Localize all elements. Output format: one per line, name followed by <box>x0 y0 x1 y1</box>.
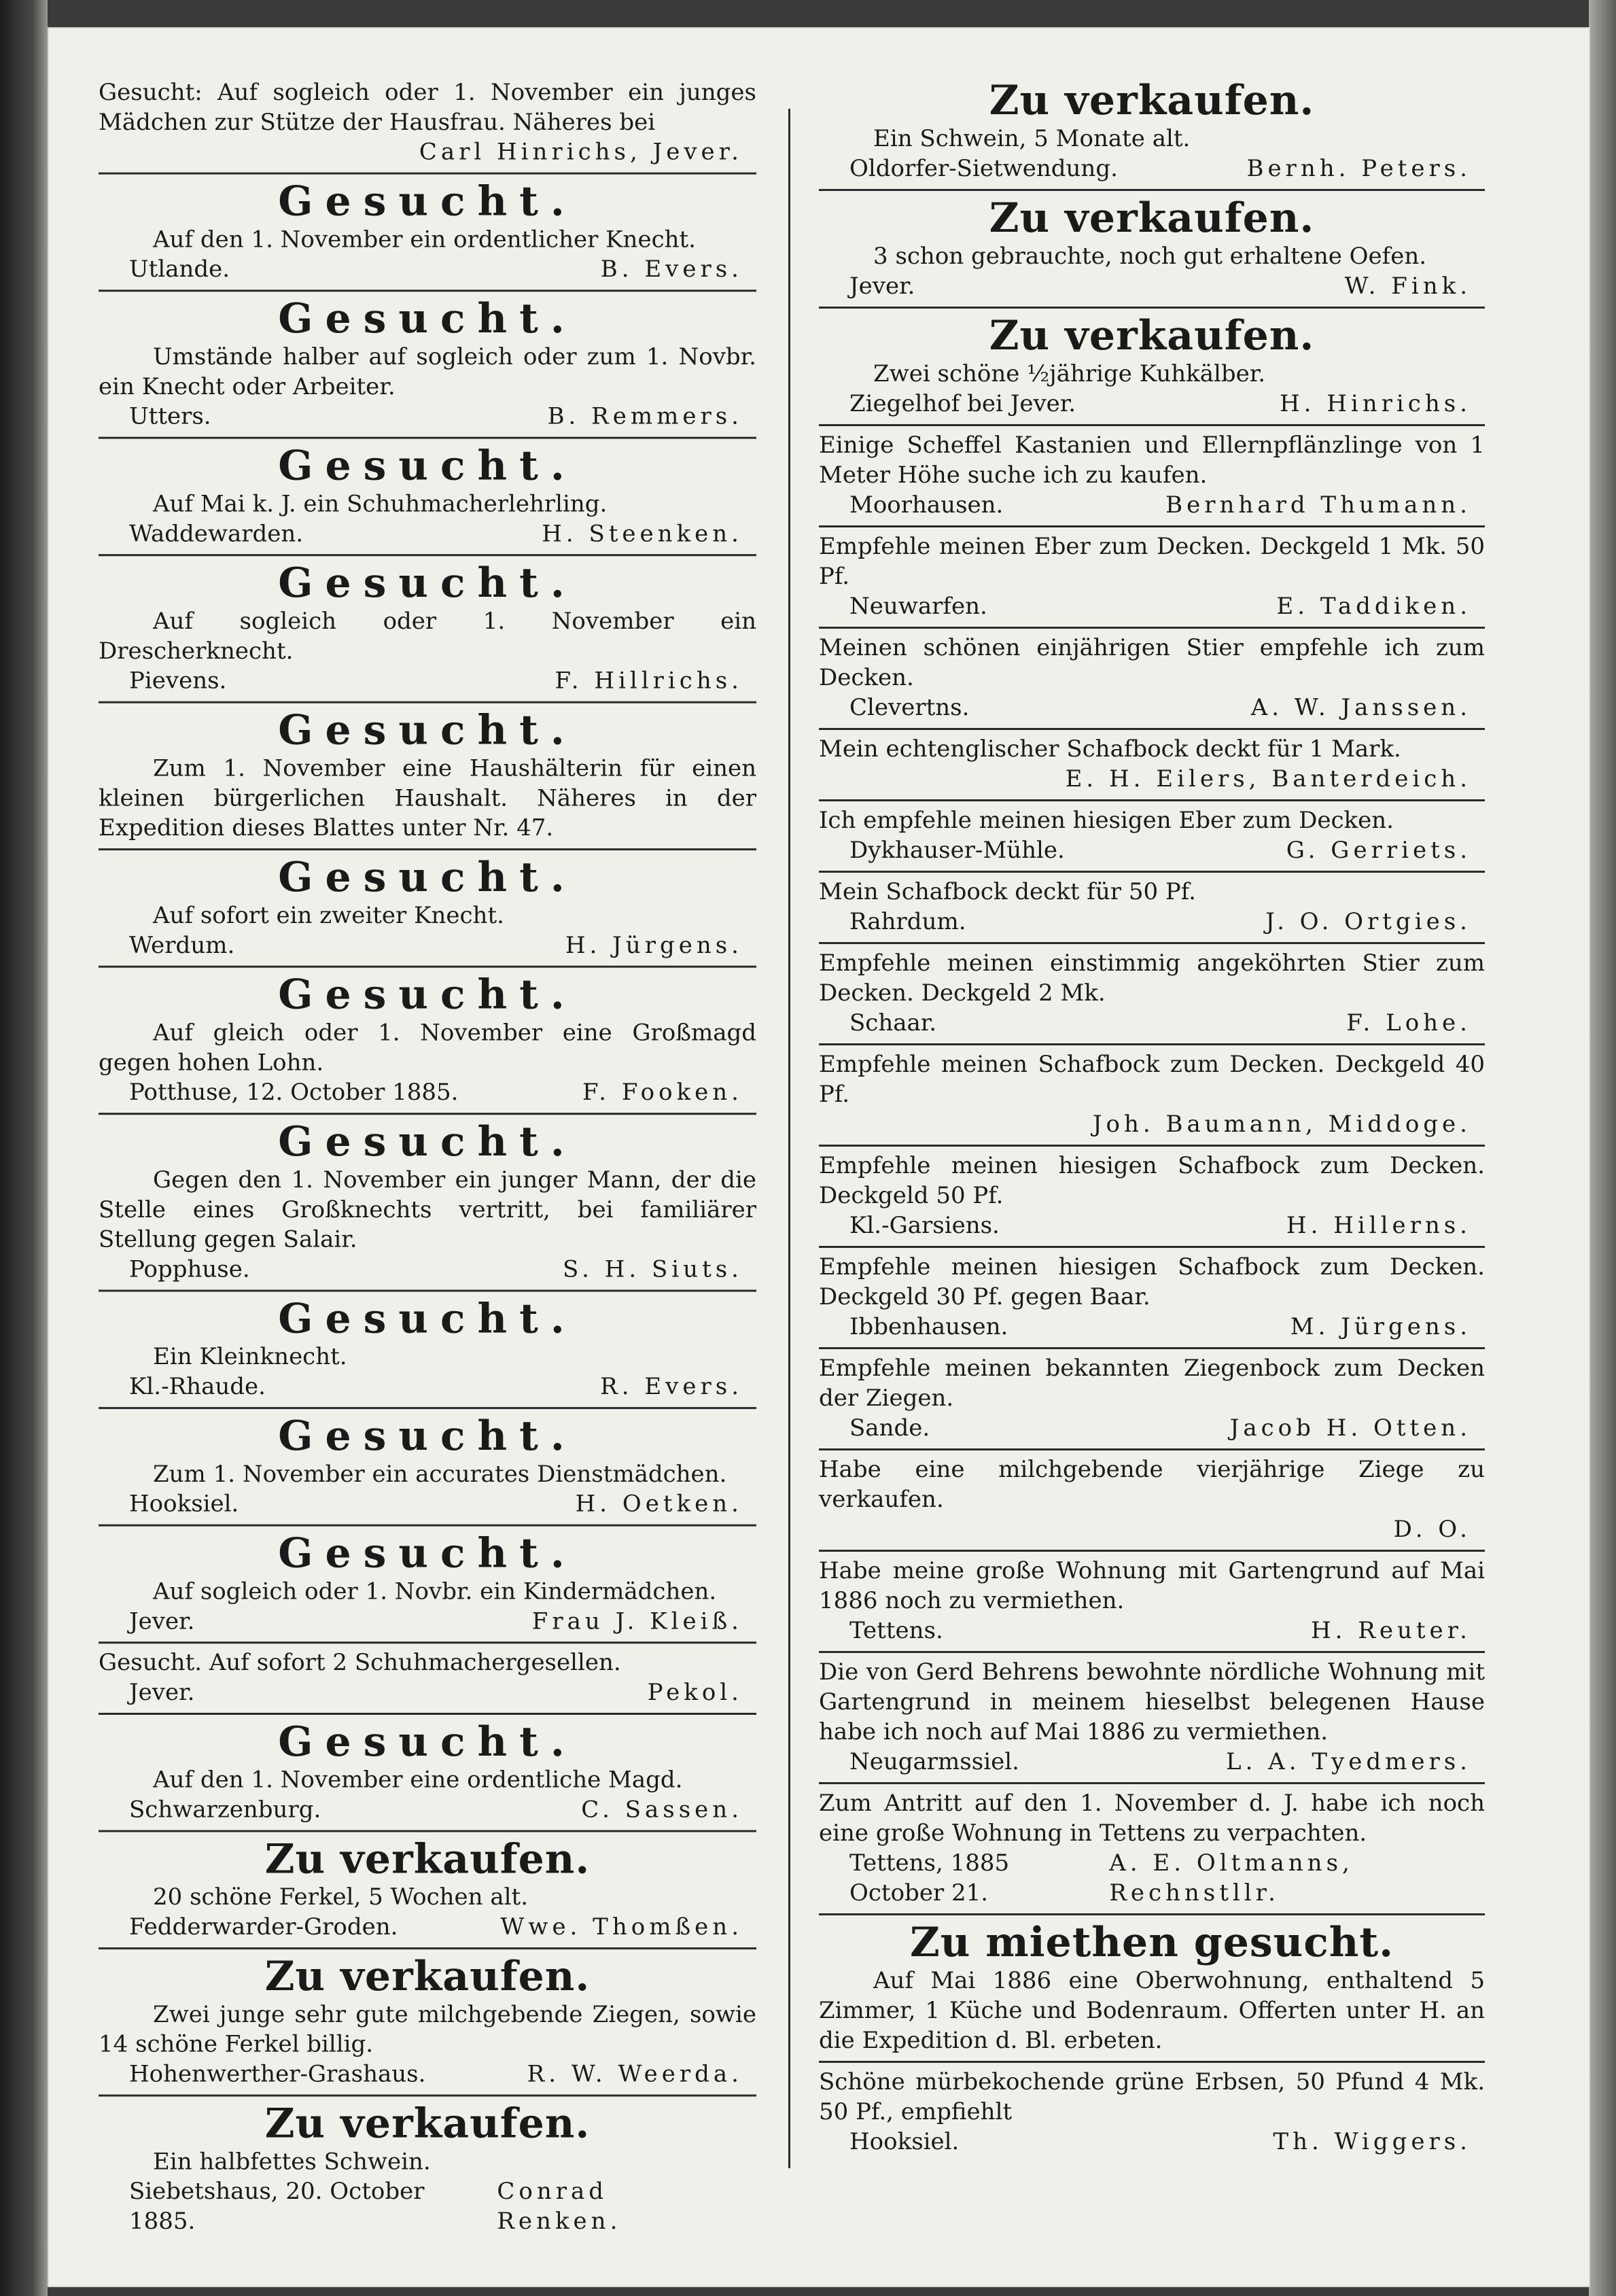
advertisement <box>819 1450 1485 1552</box>
ad-place: Neugarmssiel. <box>849 1748 1019 1775</box>
ad-place: Hohenwerther-Grashaus. <box>129 2060 426 2088</box>
ad-signature <box>99 1677 756 1707</box>
ad-place: Ibbenhausen. <box>849 1313 1008 1340</box>
ad-signature <box>99 254 756 284</box>
ad-text: Empfehle meinen einstimmig angeköhrten Stier zum Decken. Deckgeld 2 Mk. <box>819 950 1485 1007</box>
ad-text: Meinen schönen einjährigen Stier empfehle ich zum Decken. <box>819 634 1485 691</box>
advertisement <box>819 1147 1485 1248</box>
ad-heading: Zu miethen gesucht. <box>909 1919 1394 1966</box>
ad-text: Mein echtenglischer Schafbock deckt für 1 Mark. <box>819 735 1401 763</box>
ad-heading: Gesucht. <box>278 1529 577 1578</box>
ad-name: R. W. Weerda. <box>527 2060 743 2088</box>
ad-name: G. Gerriets. <box>1286 837 1471 864</box>
ad-place: Dykhauser-Mühle. <box>849 837 1065 864</box>
ad-text: Zwei junge sehr gute milchgebende Ziegen, sowie 14 schöne Ferkel billig. <box>99 2000 756 2058</box>
ad-name: D. O. <box>1393 1516 1471 1543</box>
ad-place: Kl.-Garsiens. <box>849 1212 1000 1239</box>
ad-signature <box>99 1606 756 1636</box>
ad-place: Tettens. <box>849 1617 943 1644</box>
ad-name: Jacob H. Otten. <box>1229 1414 1471 1442</box>
advertisement <box>819 944 1485 1045</box>
column-divider <box>788 109 790 2168</box>
ad-heading: Gesucht. <box>278 1118 577 1166</box>
ad-place: Jever. <box>849 273 915 300</box>
advertisement <box>99 1409 756 1527</box>
ad-text: Auf sogleich oder 1. Novbr. ein Kindermädchen. <box>153 1578 717 1605</box>
ad-heading: Zu verkaufen. <box>989 77 1315 124</box>
ad-signature <box>99 2176 756 2236</box>
ad-place: Schaar. <box>849 1009 937 1037</box>
ad-place: Neuwarfen. <box>849 593 987 620</box>
ad-signature <box>99 1255 756 1285</box>
ad-signature <box>819 1312 1485 1342</box>
ad-place: Utlande. <box>129 256 230 283</box>
advertisement <box>99 1715 756 1832</box>
page-edge <box>1589 0 1616 2296</box>
advertisement <box>99 968 756 1115</box>
ad-signature <box>819 1413 1485 1443</box>
ad-name: A. E. Oltmanns, Rechnstllr. <box>1109 1849 1354 1907</box>
ad-text: Ein Kleinknecht. <box>153 1343 347 1371</box>
ad-signature <box>99 1372 756 1402</box>
ad-signature <box>99 666 756 696</box>
advertisement <box>819 1784 1485 1915</box>
ad-text: Empfehle meinen Schafbock zum Decken. Deckgeld 40 Pf. <box>819 1051 1485 1108</box>
ad-signature <box>99 930 756 960</box>
ad-place: Utters. <box>129 402 211 430</box>
ad-text: Auf den 1. November eine ordentliche Magd. <box>153 1766 683 1794</box>
advertisement <box>99 1527 756 1644</box>
ad-place: Clevertns. <box>849 694 970 721</box>
ad-place: Fedderwarder-Groden. <box>129 1913 398 1941</box>
ad-name: S. H. Siuts. <box>563 1255 743 1283</box>
ad-place: Sande. <box>849 1414 930 1442</box>
ad-name: H. Reuter. <box>1311 1617 1471 1644</box>
ad-text: Umstände halber auf sogleich oder zum 1. Novbr. ein Knecht oder Arbeiter. <box>99 343 756 400</box>
right-column <box>819 73 1485 2162</box>
ad-name: Th. Wiggers. <box>1273 2128 1471 2155</box>
ad-text: Auf gleich oder 1. November eine Großmagd gegen hohen Lohn. <box>99 1019 756 1077</box>
ad-name: E. H. Eilers, Banterdeich. <box>1065 765 1471 793</box>
advertisement <box>99 1832 756 1950</box>
ad-text: Gesucht: Auf sogleich oder 1. November ein junges Mädchen zur Stütze der Hausfrau. Näheres bei <box>99 78 756 136</box>
advertisement <box>819 309 1485 426</box>
advertisement <box>99 439 756 557</box>
ad-heading: Gesucht. <box>278 1295 577 1343</box>
ad-text: Empfehle meinen hiesigen Schafbock zum Decken. Deckgeld 50 Pf. <box>819 1152 1485 1209</box>
advertisement <box>819 629 1485 730</box>
ad-signature <box>819 591 1485 621</box>
ad-signature <box>819 1848 1485 1908</box>
ad-signature <box>819 907 1485 937</box>
advertisement <box>99 73 756 175</box>
advertisement <box>819 1653 1485 1784</box>
ad-name: F. Fooken. <box>582 1079 743 1107</box>
ad-text: Zum Antritt auf den 1. November d. J. habe ich noch eine große Wohnung in Tettens zu verpachten. <box>819 1790 1485 1847</box>
ad-heading: Gesucht. <box>278 1412 577 1460</box>
advertisement <box>99 556 756 703</box>
ad-text: Auf sofort ein zweiter Knecht. <box>153 901 504 929</box>
ad-signature <box>819 2127 1485 2157</box>
ad-signature <box>819 1514 1485 1544</box>
ad-place: Werdum. <box>129 931 235 959</box>
ad-signature <box>99 1795 756 1825</box>
ad-name: H. Steenken. <box>542 520 743 548</box>
ad-name: Joh. Baumann, Middoge. <box>1092 1111 1471 1138</box>
ad-signature <box>99 402 756 432</box>
ad-heading: Zu verkaufen. <box>264 1835 591 1883</box>
ad-name: A. W. Janssen. <box>1250 694 1471 721</box>
ad-signature <box>99 1912 756 1942</box>
ad-name: Pekol. <box>647 1679 743 1706</box>
ad-place: Jever. <box>129 1679 195 1706</box>
advertisement <box>819 191 1485 309</box>
ad-name: H. Oetken. <box>575 1490 743 1518</box>
ad-text: Empfehle meinen hiesigen Schafbock zum Decken. Deckgeld 30 Pf. gegen Baar. <box>819 1253 1485 1310</box>
ad-place: Kl.-Rhaude. <box>129 1373 266 1401</box>
ad-text: Schöne mürbekochende grüne Erbsen, 50 Pfund 4 Mk. 50 Pf., empfiehlt <box>819 2068 1485 2125</box>
ad-heading: Zu verkaufen. <box>264 2100 591 2148</box>
ad-text: Ein Schwein, 5 Monate alt. <box>873 125 1191 152</box>
advertisement <box>99 1115 756 1291</box>
ad-place: Hooksiel. <box>849 2128 960 2155</box>
ad-name: H. Jürgens. <box>565 931 743 959</box>
ad-text: Empfehle meinen bekannten Ziegenbock zum Decken der Ziegen. <box>819 1355 1485 1412</box>
book-gutter <box>0 0 48 2296</box>
ad-name: J. O. Ortgies. <box>1265 908 1471 935</box>
ad-heading: Zu verkaufen. <box>989 312 1315 360</box>
ad-name: Wwe. Thomßen. <box>500 1913 743 1941</box>
ad-heading: Gesucht. <box>278 559 577 608</box>
advertisement <box>819 2063 1485 2162</box>
ad-text: Zwei schöne ½jährige Kuhkälber. <box>873 360 1266 387</box>
advertisement <box>99 2097 756 2242</box>
ad-heading: Gesucht. <box>278 706 577 754</box>
advertisement <box>819 73 1485 191</box>
ad-signature <box>819 1109 1485 1139</box>
ad-heading: Zu verkaufen. <box>264 1953 591 2000</box>
ad-name: B. Evers. <box>600 256 743 283</box>
advertisement <box>99 175 756 292</box>
ad-text: Zum 1. November ein accurates Dienstmädchen. <box>153 1460 727 1488</box>
ad-name: Bernhard Thumann. <box>1165 491 1471 519</box>
ad-text: Mein Schafbock deckt für 50 Pf. <box>819 878 1196 905</box>
ad-signature <box>819 1747 1485 1777</box>
ad-text: 3 schon gebrauchte, noch gut erhaltene Oefen. <box>873 243 1427 270</box>
ad-signature <box>819 154 1485 184</box>
advertisement <box>819 1248 1485 1349</box>
ad-signature <box>99 1489 756 1519</box>
ad-name: R. Evers. <box>600 1373 743 1401</box>
ad-name: H. Hinrichs. <box>1279 390 1471 417</box>
ad-text: Habe eine milchgebende vierjährige Ziege zu verkaufen. <box>819 1456 1485 1513</box>
advertisement <box>819 1045 1485 1147</box>
ad-text: Die von Gerd Behrens bewohnte nördliche Wohnung mit Gartengrund in meinem hieselbst belegenen Hause habe ich noch auf Mai 1886 zu vermiethen. <box>819 1658 1485 1745</box>
advertisement <box>819 801 1485 873</box>
ad-place: Siebetshaus, 20. October 1885. <box>129 2178 425 2236</box>
advertisement <box>819 730 1485 801</box>
advertisement <box>819 1349 1485 1450</box>
advertisement <box>819 873 1485 944</box>
ad-signature <box>99 1077 756 1107</box>
ad-heading: Gesucht. <box>278 295 577 343</box>
advertisement <box>99 703 756 850</box>
ad-name: M. Jürgens. <box>1290 1313 1471 1340</box>
ad-heading: Gesucht. <box>278 971 577 1019</box>
ad-heading: Gesucht. <box>278 1718 577 1766</box>
ad-signature <box>99 2059 756 2089</box>
ad-place: Rahrdum. <box>849 908 966 935</box>
advertisement <box>819 1552 1485 1653</box>
ad-text: Auf Mai k. J. ein Schuhmacherlehrling. <box>153 490 608 518</box>
ad-place: Ziegelhof bei Jever. <box>849 390 1076 417</box>
ad-signature <box>819 693 1485 723</box>
ad-text: Auf sogleich oder 1. November ein Drescherknecht. <box>99 608 756 665</box>
ad-name: C. Sassen. <box>581 1796 743 1824</box>
ad-signature <box>819 389 1485 419</box>
ad-signature <box>819 1211 1485 1240</box>
ad-text: Auf den 1. November ein ordentlicher Knecht. <box>153 226 696 254</box>
ad-place: Jever. <box>129 1607 195 1635</box>
ad-signature <box>99 137 756 167</box>
ad-heading: Gesucht. <box>278 177 577 226</box>
ad-text: Zum 1. November eine Haushälterin für einen kleinen bürgerlichen Haushalt. Näheres in der Expedition dieses Blattes unter Nr. 47. <box>99 754 756 842</box>
ad-name: Carl Hinrichs, Jever. <box>419 138 743 166</box>
advertisement <box>99 292 756 438</box>
advertisement <box>99 1643 756 1715</box>
advertisement <box>819 527 1485 629</box>
advertisement <box>99 1949 756 2096</box>
ad-signature <box>819 1616 1485 1646</box>
ad-text: Ein halbfettes Schwein. <box>153 2148 431 2176</box>
ad-text: Habe meine große Wohnung mit Gartengrund auf Mai 1886 noch zu vermiethen. <box>819 1557 1485 1614</box>
left-column <box>99 73 756 2242</box>
ad-name: H. Hillerns. <box>1286 1212 1471 1239</box>
ad-name: Frau J. Kleiß. <box>531 1607 743 1635</box>
ad-name: F. Hillrichs. <box>555 667 743 695</box>
ad-place: Moorhausen. <box>849 491 1004 519</box>
advertisement <box>99 850 756 968</box>
ad-place: Pievens. <box>129 667 227 695</box>
advertisement <box>819 426 1485 527</box>
ad-signature <box>819 271 1485 301</box>
advertisement <box>819 1915 1485 2063</box>
ad-place: Waddewarden. <box>129 520 304 548</box>
ad-name: E. Taddiken. <box>1276 593 1471 620</box>
ad-place: Hooksiel. <box>129 1490 239 1518</box>
ad-signature <box>819 490 1485 520</box>
ad-name: Conrad Renken. <box>497 2178 622 2236</box>
ad-place: Schwarzenburg. <box>129 1796 321 1824</box>
ad-heading: Gesucht. <box>278 442 577 490</box>
ad-name: L. A. Tyedmers. <box>1225 1748 1471 1775</box>
ad-text: Gesucht. Auf sofort 2 Schuhmachergesellen. <box>99 1649 621 1677</box>
ad-heading: Gesucht. <box>278 854 577 901</box>
ad-place: Oldorfer-Sietwendung. <box>849 155 1118 182</box>
ad-text: Auf Mai 1886 eine Oberwohnung, enthaltend 5 Zimmer, 1 Küche und Bodenraum. Offerten unter H. an die Expedition d. Bl. erbeten. <box>819 1967 1485 2054</box>
ad-signature <box>819 835 1485 865</box>
ad-signature <box>99 519 756 549</box>
ad-text: Einige Scheffel Kastanien und Ellernpflänzlinge von 1 Meter Höhe suche ich zu kaufen. <box>819 432 1485 489</box>
ad-place: Tettens, 1885 October 21. <box>849 1849 1010 1907</box>
ad-name: W. Fink. <box>1344 273 1471 300</box>
ad-name: F. Lohe. <box>1346 1009 1471 1037</box>
ad-signature <box>819 764 1485 794</box>
ad-text: 20 schöne Ferkel, 5 Wochen alt. <box>153 1883 529 1911</box>
advertisement <box>99 1292 756 1410</box>
ad-place: Potthuse, 12. October 1885. <box>129 1079 459 1107</box>
ad-signature <box>819 1008 1485 1038</box>
ad-heading: Zu verkaufen. <box>989 194 1315 242</box>
ad-text: Ich empfehle meinen hiesigen Eber zum Decken. <box>819 807 1394 834</box>
ad-text: Empfehle meinen Eber zum Decken. Deckgeld 1 Mk. 50 Pf. <box>819 533 1485 590</box>
ad-name: B. Remmers. <box>547 402 743 430</box>
ad-name: Bernh. Peters. <box>1246 155 1471 182</box>
ad-text: Gegen den 1. November ein junger Mann, der die Stelle eines Großknechts vertritt, bei familiärer Stellung gegen Salair. <box>99 1166 756 1253</box>
ad-place: Popphuse. <box>129 1255 250 1283</box>
